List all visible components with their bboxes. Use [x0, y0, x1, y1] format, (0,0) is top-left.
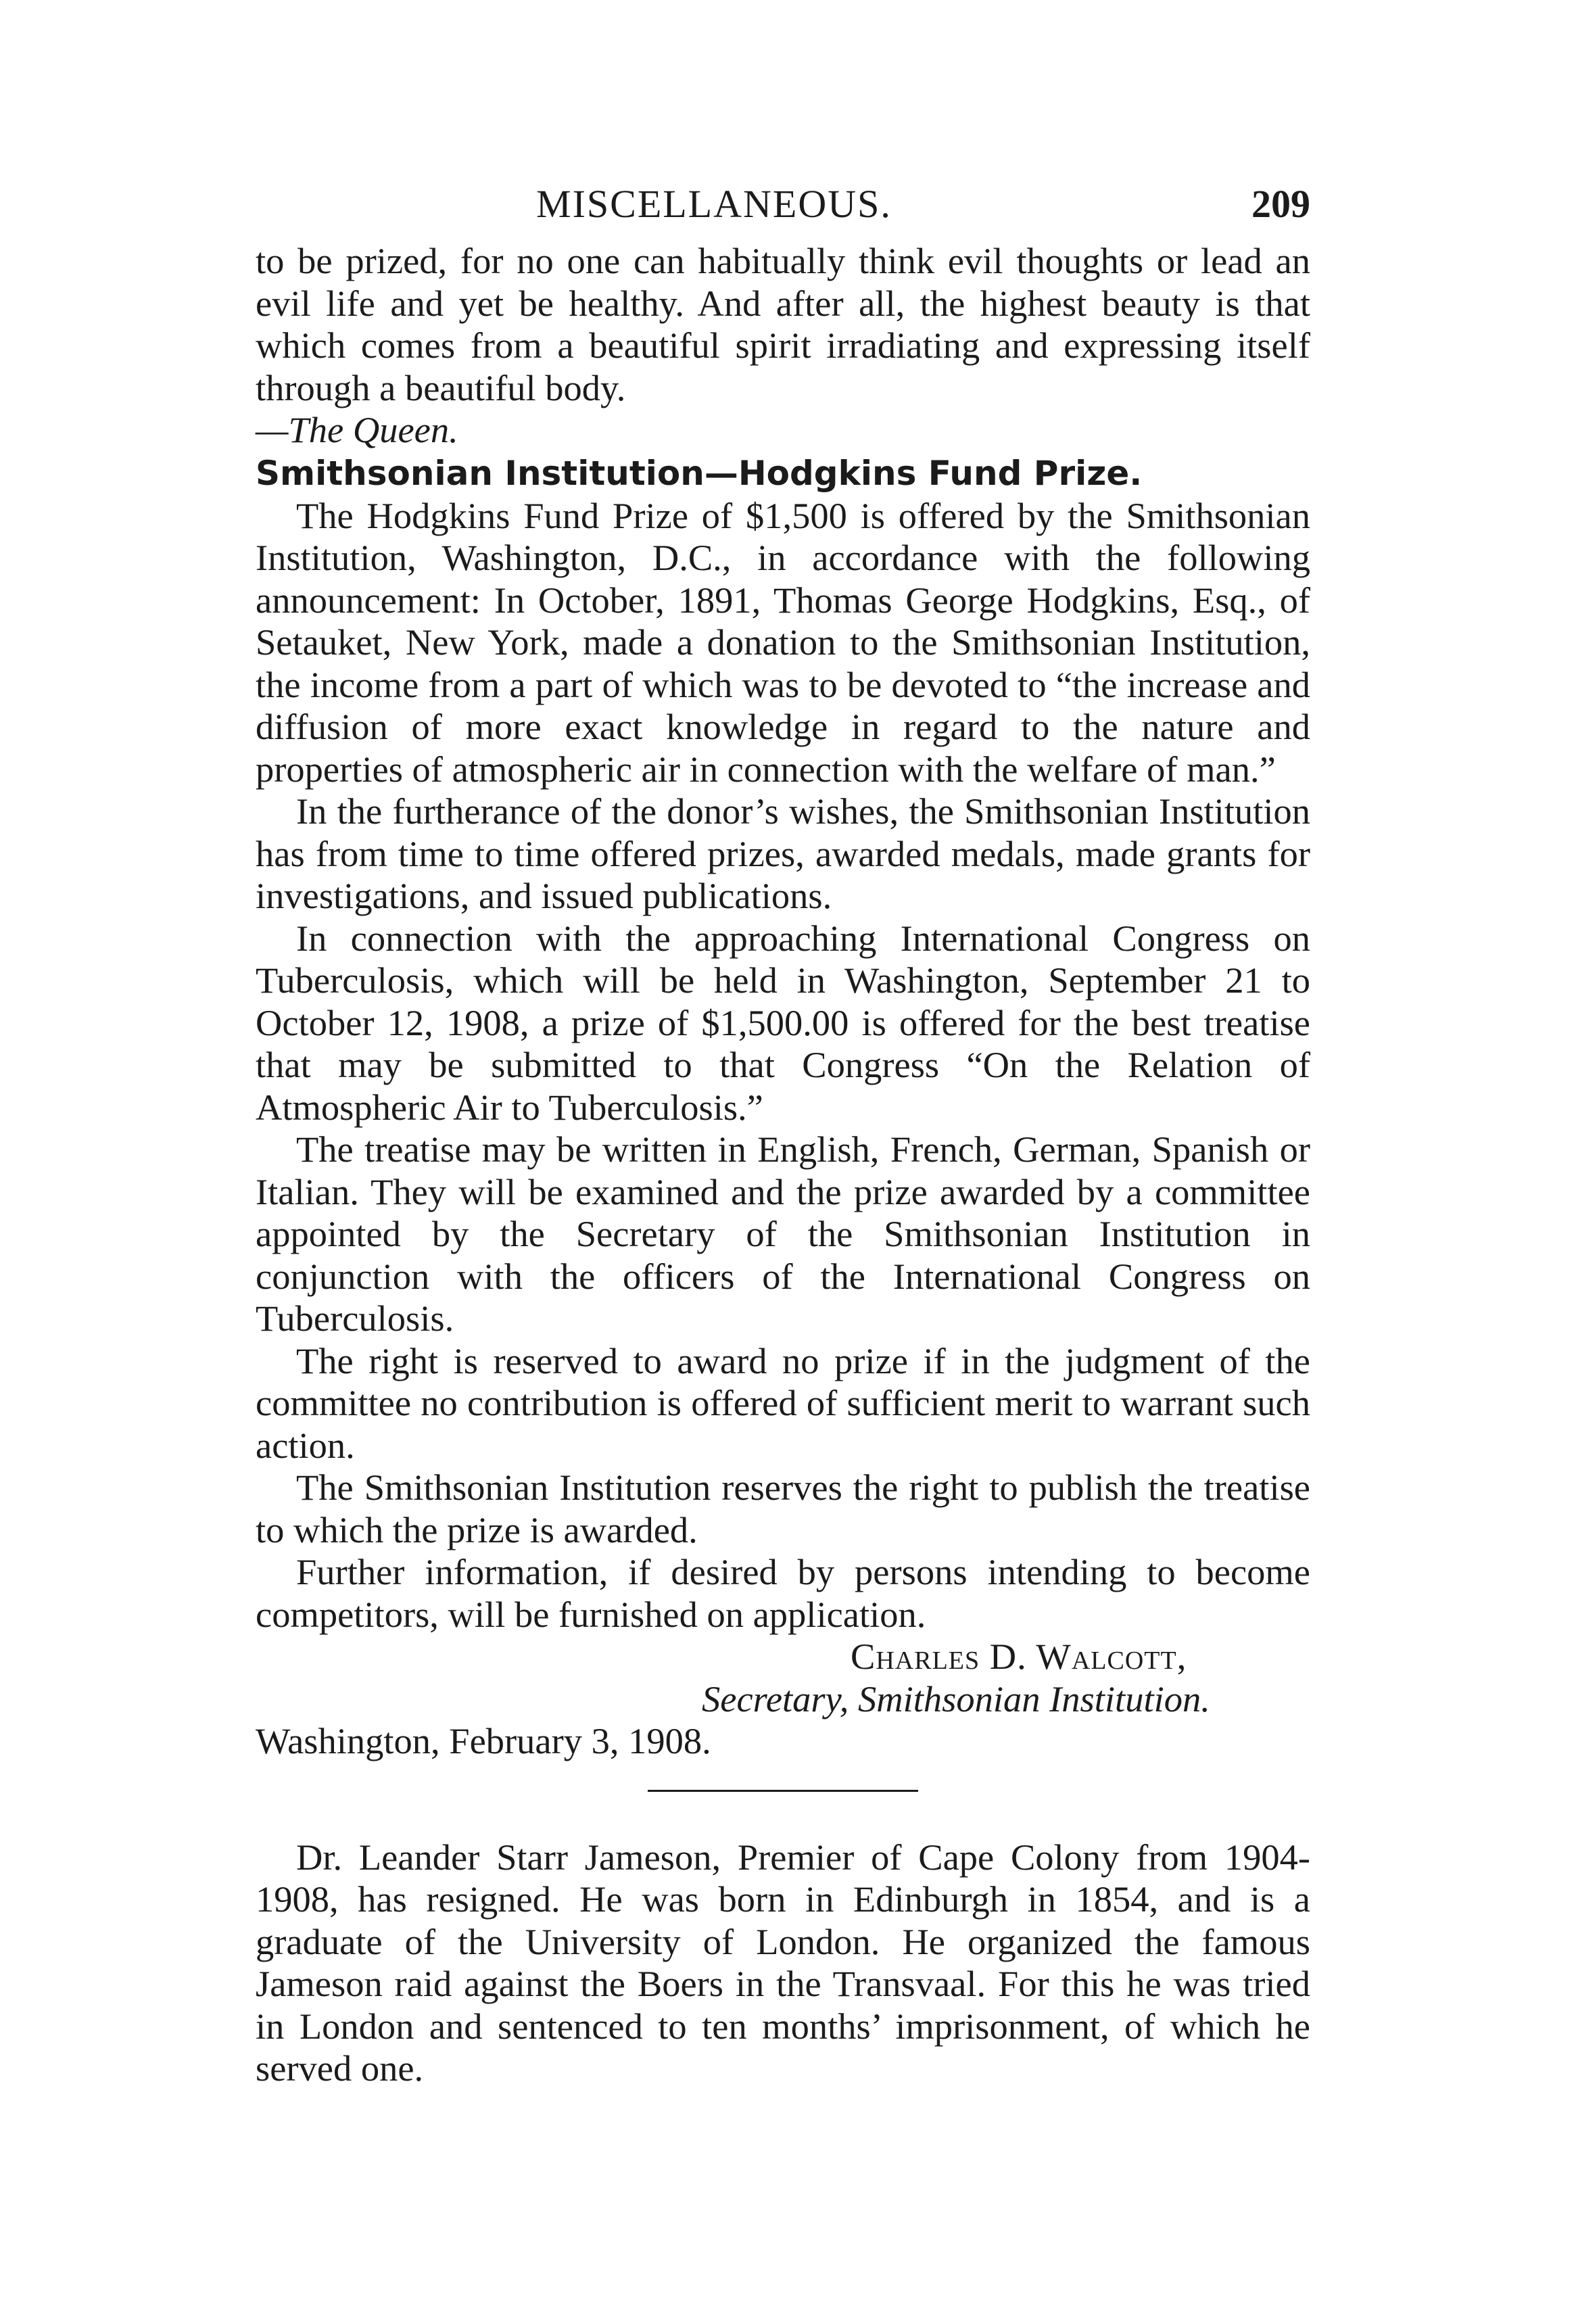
page-body	[256, 240, 1310, 2090]
section-heading: Smithsonian Institution—Hodgkins Fund Prize.	[256, 453, 1143, 493]
page-header	[256, 181, 1310, 235]
section-paragraph: The Hodgkins Fund Prize of $1,500 is offered by the Smithsonian Institution, Washington, D.C., in accordance with the following announcement: In October, 1891, Thomas George Hodgkins, Esq., of Setauket, New York, made a donation to the Smithsonian Institution, the income from a part of which was to be devoted to “the increase and diffusion of more exact knowledge in regard to the nature and properties of atmospheric air in connection with the welfare of man.”	[256, 494, 1310, 790]
closing-paragraph: Dr. Leander Starr Jameson, Premier of Cape Colony from 1904-1908, has resigned. He was born in Edinburgh in 1854, and is a graduate of the University of London. He organized the famous Jameson raid against the Boers in the Transvaal. For this he was tried in London and sentenced to ten months’ imprisonment, of which he served one.	[256, 1836, 1310, 2089]
section-paragraph: Further information, if desired by persons intending to become competitors, will be furnished on application.	[256, 1551, 1310, 1635]
section-paragraph: In the furtherance of the donor’s wishes, the Smithsonian Institution has from time to time offered prizes, awarded medals, made grants for investigations, and issued publications.	[256, 790, 1310, 916]
signature-name: Charles D. Walcott,	[851, 1636, 1187, 1677]
section-paragraph: In connection with the approaching International Congress on Tuberculosis, which will be held in Washington, September 21 to October 12, 1908, a prize of $1,500.00 is offered for the best treatise that may be submitted to that Congress “On the Relation of Atmospheric Air to Tuberculosis.”	[256, 917, 1310, 1128]
dateline: Washington, February 3, 1908.	[256, 1720, 711, 1761]
section-paragraph: The right is reserved to award no prize if in the judgment of the committee no contribution is offered of sufficient merit to warrant such action.	[256, 1339, 1310, 1466]
section-paragraph: The Smithsonian Institution reserves the right to publish the treatise to which the prize is awarded.	[256, 1467, 1310, 1550]
section-divider	[648, 1790, 918, 1792]
running-title: MISCELLANEOUS.	[536, 182, 892, 226]
quote-attribution: —The Queen.	[256, 409, 458, 450]
signature-title: Secretary, Smithsonian Institution.	[702, 1678, 1210, 1720]
intro-paragraph: to be prized, for no one can habitually think evil thoughts or lead an evil life and yet be healthy. And after all, the highest beauty is that which comes from a beautiful spirit irradiating and expressing itself through a beautiful body.	[256, 240, 1310, 408]
section-paragraph: The treatise may be written in English, French, German, Spanish or Italian. They will be examined and the prize awarded by a committee appointed by the Secretary of the Smithsonian Institution in conjunction with the officers of the International Congress on Tuberculosis.	[256, 1129, 1310, 1339]
page-number: 209	[1251, 182, 1310, 226]
